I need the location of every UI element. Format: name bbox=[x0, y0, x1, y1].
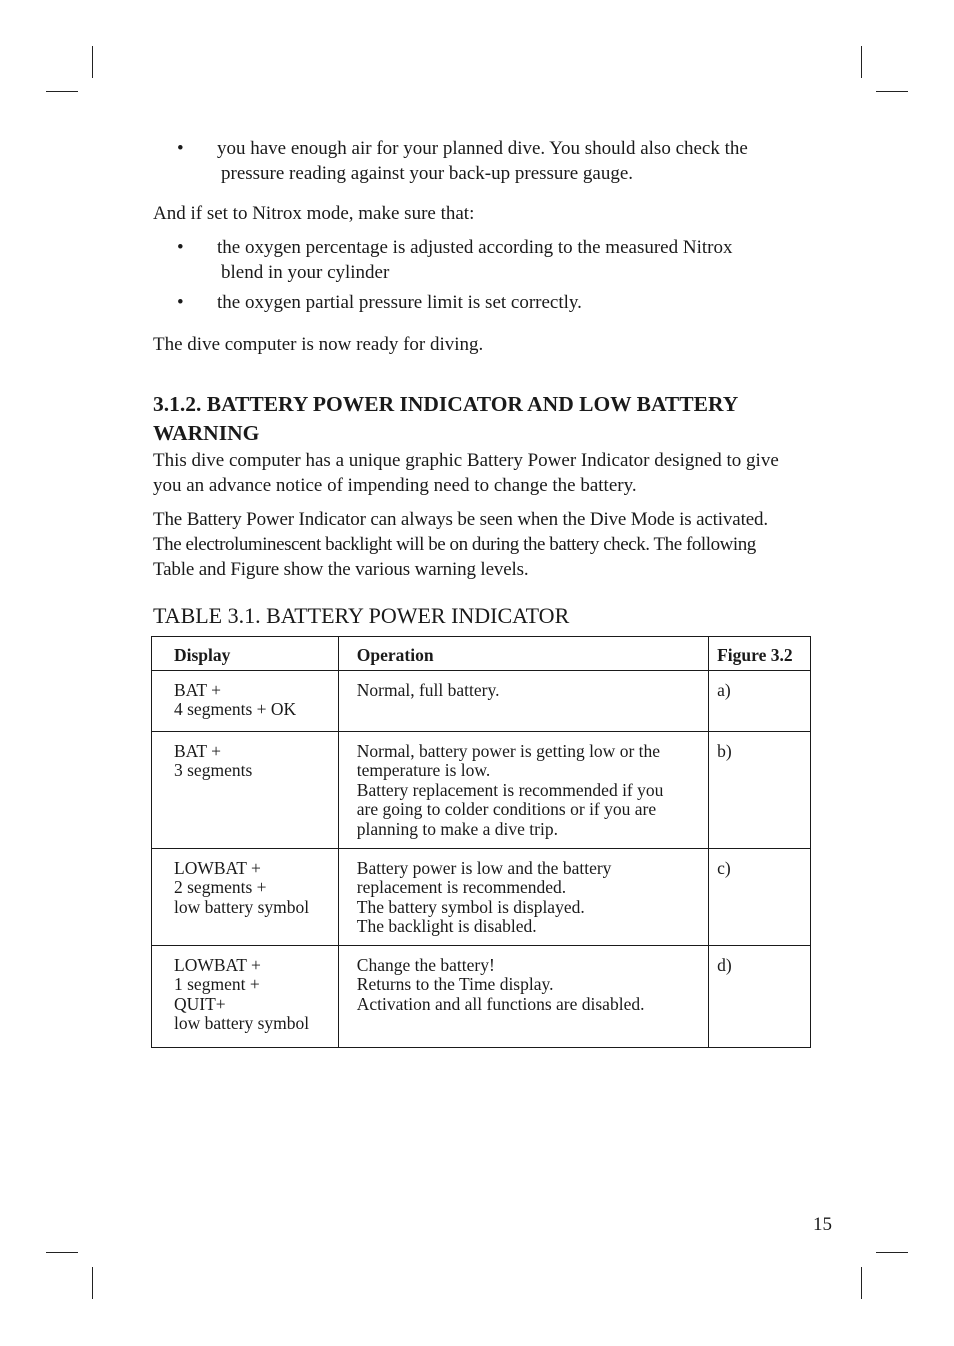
battery-indicator-table bbox=[151, 636, 811, 1048]
cell-figure: d) bbox=[709, 945, 811, 1047]
heading-line: WARNING bbox=[153, 421, 260, 445]
cell-line: BAT + bbox=[174, 740, 221, 761]
bullet-list-nitrox bbox=[153, 235, 818, 315]
cell-line: The backlight is disabled. bbox=[356, 916, 537, 936]
cell-operation bbox=[338, 945, 708, 1047]
cell-line: Activation and all functions are disabled. bbox=[356, 993, 645, 1014]
cell-figure: a) bbox=[709, 670, 811, 731]
bullet-marker: • bbox=[177, 292, 184, 313]
paragraph-intro bbox=[153, 448, 818, 498]
table-row bbox=[152, 848, 811, 945]
paragraph-line: you an advance notice of impending need to change the battery. bbox=[153, 475, 637, 496]
cell-line: Normal, battery power is getting low or the bbox=[356, 740, 661, 761]
paragraph-line: This dive computer has a unique graphic Battery Power Indicator designed to give bbox=[153, 450, 779, 471]
header-display: Display bbox=[152, 637, 339, 671]
cell-line: Battery replacement is recommended if you bbox=[356, 779, 664, 800]
crop-mark bbox=[92, 1267, 93, 1299]
paragraph-line: Table and Figure show the various warning levels. bbox=[153, 559, 529, 580]
bullet-marker: • bbox=[177, 138, 184, 159]
paragraph-line: The electroluminescent backlight will be on during the battery check. The following bbox=[153, 534, 756, 555]
cell-line: replacement is recommended. bbox=[356, 877, 567, 897]
cell-line: LOWBAT + bbox=[174, 954, 261, 975]
header-figure: Figure 3.2 bbox=[709, 637, 811, 671]
crop-mark bbox=[861, 46, 862, 78]
cell-line: Normal, full battery. bbox=[356, 679, 500, 700]
cell-figure: b) bbox=[709, 731, 811, 848]
crop-mark bbox=[46, 91, 78, 92]
crop-mark bbox=[876, 91, 908, 92]
cell-line: Battery power is low and the battery bbox=[356, 857, 612, 878]
list-item bbox=[153, 290, 818, 315]
cell-line: LOWBAT + bbox=[174, 857, 261, 878]
table-row bbox=[152, 945, 811, 1047]
table-row bbox=[152, 731, 811, 848]
cell-display bbox=[152, 670, 339, 731]
header-operation: Operation bbox=[338, 637, 708, 671]
cell-line: Returns to the Time display. bbox=[356, 974, 554, 994]
bullet-marker: • bbox=[177, 237, 184, 258]
bullet-line: the oxygen percentage is adjusted according to the measured Nitrox bbox=[217, 237, 733, 258]
cell-line: 2 segments + bbox=[174, 877, 267, 897]
cell-line: planning to make a dive trip. bbox=[356, 818, 558, 839]
cell-figure: c) bbox=[709, 848, 811, 945]
bullet-list-air bbox=[153, 136, 818, 186]
paragraph-line: The Battery Power Indicator can always be seen when the Dive Mode is activated. bbox=[153, 509, 768, 530]
cell-operation bbox=[338, 848, 708, 945]
nitrox-intro: And if set to Nitrox mode, make sure that: bbox=[153, 203, 475, 224]
cell-line: Change the battery! bbox=[356, 954, 495, 975]
cell-line: 3 segments bbox=[174, 760, 253, 780]
paragraph-indicator bbox=[153, 507, 818, 582]
list-item bbox=[153, 235, 818, 285]
cell-line: 4 segments + OK bbox=[174, 699, 297, 719]
cell-line: BAT + bbox=[174, 679, 221, 700]
bullet-line: you have enough air for your planned dive. You should also check the bbox=[217, 138, 748, 159]
cell-line: The battery symbol is displayed. bbox=[356, 896, 585, 917]
cell-operation bbox=[338, 731, 708, 848]
ready-text: The dive computer is now ready for diving. bbox=[153, 334, 484, 355]
table-row bbox=[152, 670, 811, 731]
page-number: 15 bbox=[813, 1214, 832, 1235]
cell-line: are going to colder conditions or if you are bbox=[356, 799, 657, 819]
list-item bbox=[153, 136, 818, 186]
cell-line: 1 segment + bbox=[174, 974, 260, 994]
cell-display bbox=[152, 945, 339, 1047]
crop-mark bbox=[46, 1252, 78, 1253]
cell-line: low battery symbol bbox=[174, 1013, 310, 1033]
crop-mark bbox=[876, 1252, 908, 1253]
cell-line: temperature is low. bbox=[356, 760, 491, 780]
bullet-line: blend in your cylinder bbox=[221, 262, 390, 283]
cell-display bbox=[152, 848, 339, 945]
section-heading bbox=[153, 390, 818, 448]
table-header-row bbox=[152, 637, 811, 671]
page-content bbox=[153, 136, 818, 630]
table-title: TABLE 3.1. BATTERY POWER INDICATOR bbox=[153, 603, 570, 628]
cell-line: QUIT+ bbox=[174, 993, 226, 1014]
crop-mark bbox=[861, 1267, 862, 1299]
heading-line: 3.1.2. BATTERY POWER INDICATOR AND LOW BATTERY bbox=[153, 392, 739, 416]
crop-mark bbox=[92, 46, 93, 78]
cell-operation bbox=[338, 670, 708, 731]
bullet-line: the oxygen partial pressure limit is set correctly. bbox=[217, 292, 582, 313]
bullet-line: pressure reading against your back-up pressure gauge. bbox=[221, 163, 634, 184]
cell-line: low battery symbol bbox=[174, 896, 310, 917]
cell-display bbox=[152, 731, 339, 848]
